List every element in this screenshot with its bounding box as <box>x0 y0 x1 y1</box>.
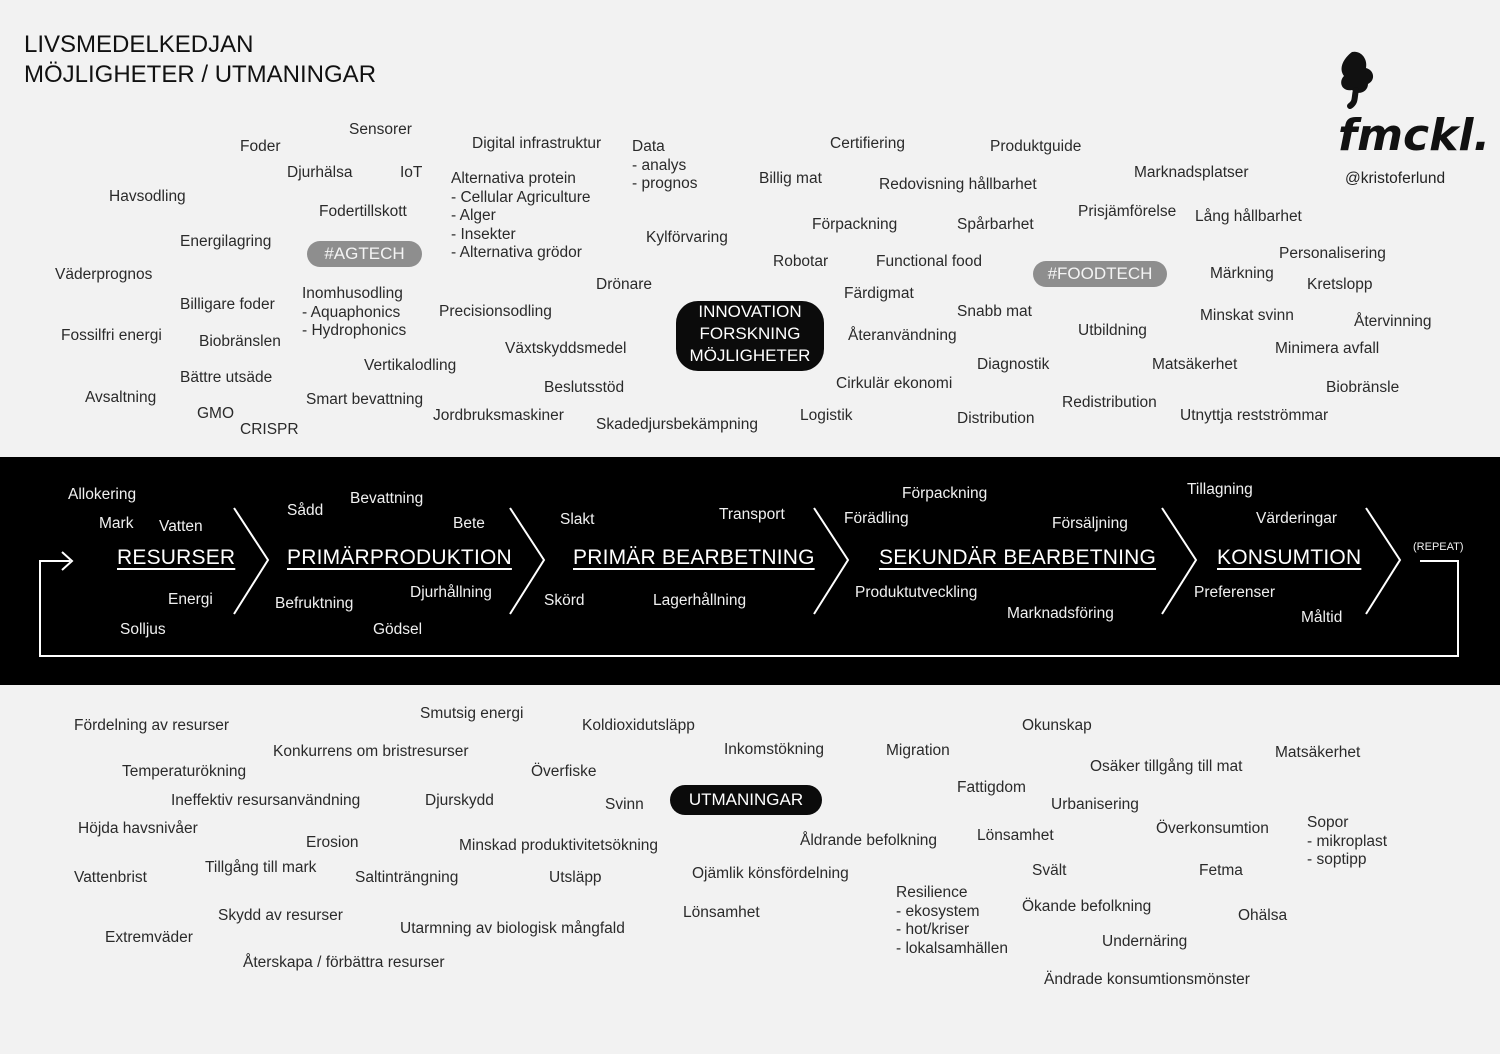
challenge-word: Temperaturökning <box>122 763 247 780</box>
opportunity-word: Färdigmat <box>844 285 914 302</box>
opportunity-word: Foder <box>240 138 281 155</box>
opportunity-word: Utnyttja restströmmar <box>1180 407 1329 424</box>
chain-word: Vatten <box>159 518 203 535</box>
challenge-word: Lönsamhet <box>683 904 760 921</box>
opportunity-word: Functional food <box>876 253 982 270</box>
chevron-separator <box>1366 508 1400 614</box>
opportunity-word: Minskat svinn <box>1200 307 1294 324</box>
stage-primarproduktion: PRIMÄRPRODUKTION <box>287 546 512 569</box>
challenge-word: Saltinträngning <box>355 869 459 886</box>
challenge-word: Urbanisering <box>1051 796 1139 813</box>
agtech-tag: #AGTECH <box>307 241 422 267</box>
opportunity-word: Jordbruksmaskiner <box>433 407 564 424</box>
opportunity-word: Distribution <box>957 410 1035 427</box>
challenge-word: Undernäring <box>1102 933 1188 950</box>
challenge-word: Fördelning av resurser <box>74 717 230 734</box>
opportunity-word: Snabb mat <box>957 303 1032 320</box>
chain-word: Förpackning <box>902 485 988 502</box>
opportunity-word: Lång hållbarhet <box>1195 208 1302 225</box>
chain-word: Bevattning <box>350 490 424 507</box>
challenge-word: Konkurrens om bristresurser <box>273 743 469 760</box>
opportunity-word: Djurhälsa <box>287 164 353 181</box>
challenge-word: Minskad produktivitetsökning <box>459 837 659 854</box>
stage-sekundar-bearbetning: SEKUNDÄR BEARBETNING <box>879 546 1157 569</box>
opportunity-word: Väderprognos <box>55 266 153 283</box>
challenge-word: Överfiske <box>531 763 597 780</box>
chevron-separator <box>1162 508 1196 614</box>
opportunity-word: Märkning <box>1210 265 1274 282</box>
chevron-separator <box>234 508 268 614</box>
chain-word: Befruktning <box>275 595 354 612</box>
repeat-loop-line <box>40 561 1458 656</box>
opportunity-word: Billig mat <box>759 170 822 187</box>
challenge-word: Utarmning av biologisk mångfald <box>400 920 625 937</box>
opportunity-word: Billigare foder <box>180 296 275 313</box>
challenge-word: Fattigdom <box>957 779 1026 796</box>
chain-word: Sådd <box>287 502 324 519</box>
opportunity-word: Redistribution <box>1062 394 1157 411</box>
chevron-separator <box>510 508 544 614</box>
foodtech-tag: #FOODTECH <box>1033 261 1167 287</box>
opportunity-word: Digital infrastruktur <box>472 135 602 152</box>
opportunity-word: Alternativa protein - Cellular Agriculture - Alger - Insekter - Alternativa grödor <box>451 170 591 261</box>
chain-word: Gödsel <box>373 621 423 638</box>
opportunity-word: Precisionsodling <box>439 303 552 320</box>
opportunity-word: Spårbarhet <box>957 216 1034 233</box>
challenge-word: Fetma <box>1199 862 1243 879</box>
opportunity-word: Biobränsle <box>1326 379 1400 396</box>
opportunity-word: Redovisning hållbarhet <box>879 176 1037 193</box>
opportunity-word: Prisjämförelse <box>1078 203 1177 220</box>
opportunity-word: Återanvändning <box>848 327 957 344</box>
opportunity-word: Kylförvaring <box>646 229 728 246</box>
opportunity-word: Diagnostik <box>977 356 1050 373</box>
opportunity-word: Kretslopp <box>1307 276 1373 293</box>
opportunity-word: Robotar <box>773 253 829 270</box>
opportunity-word: GMO <box>197 405 235 422</box>
challenge-word: Osäker tillgång till mat <box>1090 758 1243 775</box>
repeat-label: (REPEAT) <box>1413 541 1464 553</box>
opportunity-word: Energilagring <box>180 233 272 250</box>
challenge-word: Ändrade konsumtionsmönster <box>1044 971 1250 988</box>
opportunity-word: Marknadsplatser <box>1134 164 1249 181</box>
challenge-word: Matsäkerhet <box>1275 744 1361 761</box>
stage-konsumtion: KONSUMTION <box>1217 546 1362 569</box>
challenge-word: Inkomstökning <box>724 741 824 758</box>
opportunity-word: Matsäkerhet <box>1152 356 1238 373</box>
challenge-word: Sopor - mikroplast - soptipp <box>1307 814 1388 868</box>
stage-primar-bearbetning: PRIMÄR BEARBETNING <box>573 546 815 569</box>
challenge-word: Vattenbrist <box>74 869 147 886</box>
opportunity-word: Biobränslen <box>199 333 281 350</box>
challenge-word: Tillgång till mark <box>205 859 317 876</box>
challenge-word: Smutsig energi <box>420 705 524 722</box>
challenge-word: Svinn <box>605 796 644 813</box>
challenge-word: Återskapa / förbättra resurser <box>243 954 445 971</box>
challenge-word: Utsläpp <box>549 869 602 886</box>
opportunity-word: Vertikalodling <box>364 357 457 374</box>
chain-word: Bete <box>453 515 485 532</box>
challenge-word: Migration <box>886 742 950 759</box>
chain-word: Tillagning <box>1187 481 1253 498</box>
chain-word: Preferenser <box>1194 584 1275 601</box>
chain-word: Transport <box>719 506 785 523</box>
opportunity-word: Inomhusodling - Aquaphonics - Hydrophonics <box>302 285 407 339</box>
challenges-label: UTMANINGAR <box>670 785 822 815</box>
author-handle: @kristoferlund <box>1345 170 1446 187</box>
chain-word: Mark <box>99 515 134 532</box>
opportunity-word: Smart bevattning <box>306 391 424 408</box>
opportunity-word: Beslutsstöd <box>544 379 625 396</box>
opportunity-word: Skadedjursbekämpning <box>596 416 758 433</box>
opportunity-word: Växtskyddsmedel <box>505 340 627 357</box>
opportunity-word: IoT <box>400 164 423 181</box>
chain-word: Värderingar <box>1256 510 1337 527</box>
opportunity-word: Personalisering <box>1279 245 1386 262</box>
title-line-2: MÖJLIGHETER / UTMANINGAR <box>24 61 377 88</box>
chain-word: Försäljning <box>1052 515 1128 532</box>
challenge-word: Åldrande befolkning <box>800 832 938 849</box>
innovation-line-2: FORSKNING <box>699 324 801 343</box>
challenge-word: Koldioxidutsläpp <box>582 717 695 734</box>
challenge-word: Okunskap <box>1022 717 1092 734</box>
challenge-word: Höjda havsnivåer <box>78 820 198 837</box>
innovation-line-3: MÖJLIGHETER <box>689 346 811 365</box>
challenge-word: Ojämlik könsfördelning <box>692 865 849 882</box>
svg-text:fmckl.: fmckl. <box>1338 110 1491 161</box>
opportunity-word: Förpackning <box>812 216 898 233</box>
opportunity-word: Avsaltning <box>85 389 157 406</box>
chain-word: Solljus <box>120 621 166 638</box>
chain-word: Produktutveckling <box>855 584 978 601</box>
opportunity-word: Bättre utsäde <box>180 369 273 386</box>
opportunity-word: Återvinning <box>1354 313 1432 330</box>
opportunity-word: Sensorer <box>349 121 412 138</box>
challenge-word: Svält <box>1032 862 1067 879</box>
opportunity-word: Data - analys - prognos <box>632 138 698 192</box>
opportunity-word: Utbildning <box>1078 322 1147 339</box>
chain-word: Måltid <box>1301 609 1343 626</box>
chain-word: Allokering <box>68 486 137 503</box>
opportunity-word: Fodertillskott <box>319 203 407 220</box>
challenge-word: Erosion <box>306 834 359 851</box>
chain-word: Lagerhållning <box>653 592 747 609</box>
challenge-word: Extremväder <box>105 929 193 946</box>
opportunity-word: Minimera avfall <box>1275 340 1380 357</box>
challenge-word: Resilience - ekosystem - hot/kriser - lokalsamhällen <box>896 884 1008 957</box>
stage-resurser: RESURSER <box>117 546 236 569</box>
title-line-1: LIVSMEDELKEDJAN <box>24 31 254 58</box>
opportunity-word: Produktguide <box>990 138 1082 155</box>
chain-word: Förädling <box>844 510 909 527</box>
challenge-word: Ohälsa <box>1238 907 1288 924</box>
challenge-word: Ökande befolkning <box>1022 898 1152 915</box>
opportunity-word: CRISPR <box>240 421 299 438</box>
innovation-line-1: INNOVATION <box>698 302 802 321</box>
challenge-word: Djurskydd <box>425 792 494 809</box>
chevron-separator <box>814 508 848 614</box>
challenge-word: Överkonsumtion <box>1156 820 1269 837</box>
opportunity-word: Havsodling <box>109 188 186 205</box>
chain-word: Energi <box>168 591 213 608</box>
opportunity-word: Certifiering <box>830 135 905 152</box>
opportunity-word: Cirkulär ekonomi <box>836 375 953 392</box>
chain-word: Slakt <box>560 511 595 528</box>
chain-word: Marknadsföring <box>1007 605 1114 622</box>
challenge-word: Skydd av resurser <box>218 907 343 924</box>
chain-word: Djurhållning <box>410 584 492 601</box>
opportunity-word: Drönare <box>596 276 652 293</box>
opportunity-word: Logistik <box>800 407 853 424</box>
opportunity-word: Fossilfri energi <box>61 327 162 344</box>
challenge-word: Ineffektiv resursanvändning <box>171 792 361 809</box>
challenge-word: Lönsamhet <box>977 827 1054 844</box>
chain-word: Skörd <box>544 592 585 609</box>
